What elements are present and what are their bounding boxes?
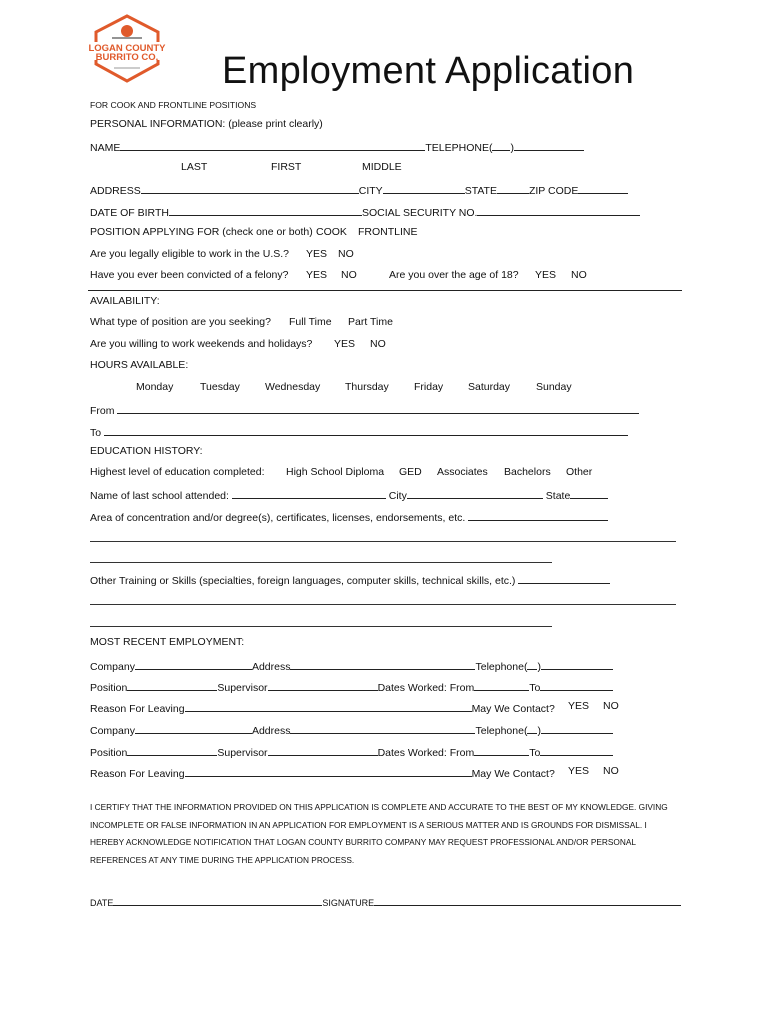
date-input[interactable] <box>113 894 322 906</box>
school-row <box>90 487 608 502</box>
ssn-label: SOCIAL SECURITY NO. <box>361 207 478 219</box>
employment-heading: MOST RECENT EMPLOYMENT: <box>90 636 245 648</box>
employer-telephone-label: Telephone( <box>475 661 528 673</box>
telephone-close-1: ) <box>537 661 541 673</box>
ssn-input[interactable] <box>477 204 640 216</box>
middle-label: MIDDLE <box>362 161 402 173</box>
position-label: Position <box>90 682 128 694</box>
company-row-2 <box>90 722 613 737</box>
dates-from-input-1[interactable] <box>474 679 529 691</box>
contact-yes-2[interactable]: YES <box>568 765 590 777</box>
company-logo <box>88 14 166 84</box>
edu-other[interactable]: Other <box>566 466 593 478</box>
contact-question: May We Contact? <box>471 703 555 715</box>
school-state-input[interactable] <box>570 487 608 499</box>
frontline-option[interactable]: FRONTLINE <box>358 226 418 238</box>
supervisor-label: Supervisor <box>217 747 268 759</box>
employer-area-code-2[interactable] <box>527 722 537 734</box>
telephone-label: TELEPHONE( <box>425 142 493 154</box>
employer-telephone-label: Telephone( <box>475 725 528 737</box>
edu-high-school[interactable]: High School Diploma <box>286 466 385 478</box>
eligible-no[interactable]: NO <box>338 248 354 260</box>
school-input[interactable] <box>232 487 386 499</box>
zip-label: ZIP CODE <box>528 185 579 197</box>
reason-row-2 <box>90 765 555 780</box>
day-tuesday: Tuesday <box>200 381 240 393</box>
felony-question: Have you ever been convicted of a felony? <box>90 269 289 281</box>
position-input-2[interactable] <box>127 744 217 756</box>
area-line-1[interactable] <box>90 541 676 542</box>
area-row <box>90 509 608 524</box>
weekends-question: Are you willing to work weekends and holidays? <box>90 338 313 350</box>
full-time-option[interactable]: Full Time <box>289 316 332 328</box>
day-sunday: Sunday <box>536 381 572 393</box>
employer-telephone-input-2[interactable] <box>541 722 613 734</box>
logo-line2: BURRITO CO. <box>95 52 159 63</box>
address-label: ADDRESS <box>90 185 141 197</box>
sun-over-water-icon <box>88 14 166 84</box>
position-type-question: What type of position are you seeking? <box>90 316 271 328</box>
day-monday: Monday <box>136 381 174 393</box>
employer-area-code-1[interactable] <box>527 658 537 670</box>
reason-row-1 <box>90 700 555 715</box>
page-title: Employment Application <box>222 50 635 92</box>
telephone-input[interactable] <box>514 139 584 151</box>
reason-input-1[interactable] <box>185 700 472 712</box>
training-input[interactable] <box>518 572 610 584</box>
to-row <box>90 424 628 439</box>
age-question: Are you over the age of 18? <box>389 269 519 281</box>
company-label: Company <box>90 661 135 673</box>
training-row <box>90 572 610 587</box>
hours-heading: HOURS AVAILABLE: <box>90 359 189 371</box>
name-input[interactable] <box>120 139 425 151</box>
part-time-option[interactable]: Part Time <box>348 316 393 328</box>
dates-to-input-1[interactable] <box>540 679 613 691</box>
school-label: Name of last school attended: <box>90 490 229 502</box>
date-label: DATE <box>90 898 114 908</box>
company-input-2[interactable] <box>135 722 252 734</box>
dates-label: Dates Worked: From <box>377 747 475 759</box>
dob-input[interactable] <box>169 204 362 216</box>
state-label: STATE <box>464 185 497 197</box>
supervisor-label: Supervisor <box>217 682 268 694</box>
supervisor-input-1[interactable] <box>268 679 378 691</box>
weekends-no[interactable]: NO <box>370 338 386 350</box>
employer-address-input-1[interactable] <box>290 658 475 670</box>
contact-question: May We Contact? <box>471 768 555 780</box>
personal-heading: PERSONAL INFORMATION: (please print clearly) <box>90 118 323 130</box>
age-yes[interactable]: YES <box>535 269 557 281</box>
day-wednesday: Wednesday <box>265 381 321 393</box>
training-label: Other Training or Skills (specialties, foreign languages, computer skills, technical skills, etc.) <box>90 575 516 587</box>
dates-to-input-2[interactable] <box>540 744 613 756</box>
to-label: To <box>90 427 102 439</box>
dob-row <box>90 204 640 219</box>
name-row <box>90 139 584 154</box>
area-code-input[interactable] <box>492 139 510 151</box>
last-label: LAST <box>181 161 208 173</box>
highest-education-question: Highest level of education completed: <box>90 466 265 478</box>
logo-line1: LOGAN COUNTY <box>88 43 166 54</box>
training-line-2[interactable] <box>90 626 552 627</box>
contact-no-1[interactable]: NO <box>603 700 619 712</box>
company-row-1 <box>90 658 613 673</box>
section-divider <box>88 290 682 291</box>
area-line-2[interactable] <box>90 562 552 563</box>
felony-no[interactable]: NO <box>341 269 357 281</box>
to-hours-input[interactable] <box>104 424 628 436</box>
from-hours-input[interactable] <box>117 402 639 414</box>
from-label: From <box>90 405 115 417</box>
school-city-input[interactable] <box>407 487 543 499</box>
availability-heading: AVAILABILITY: <box>90 295 160 307</box>
first-label: FIRST <box>271 161 302 173</box>
position-label: Position <box>90 747 128 759</box>
position-input-1[interactable] <box>127 679 217 691</box>
name-label: NAME <box>90 142 121 154</box>
dates-from-input-2[interactable] <box>474 744 529 756</box>
position-row-2 <box>90 744 613 759</box>
address-label: Address <box>251 661 291 673</box>
company-label: Company <box>90 725 135 737</box>
signature-label: SIGNATURE <box>322 898 375 908</box>
date-signature-row <box>90 894 681 908</box>
edu-ged[interactable]: GED <box>399 466 422 478</box>
day-friday: Friday <box>414 381 444 393</box>
zip-input[interactable] <box>578 182 628 194</box>
school-city-label: City <box>388 490 407 502</box>
cook-option[interactable]: COOK <box>316 226 347 238</box>
employer-telephone-input-1[interactable] <box>541 658 613 670</box>
telephone-close: ) <box>510 142 514 154</box>
dates-to-label: To <box>529 682 541 694</box>
age-no[interactable]: NO <box>571 269 587 281</box>
education-heading: EDUCATION HISTORY: <box>90 445 203 457</box>
area-label: Area of concentration and/or degree(s), certificates, licenses, endorsements, etc. <box>90 512 466 524</box>
position-row-1 <box>90 679 613 694</box>
dates-label: Dates Worked: From <box>377 682 475 694</box>
weekends-yes[interactable]: YES <box>334 338 356 350</box>
employer-address-input-2[interactable] <box>290 722 475 734</box>
eligible-question: Are you legally eligible to work in the U.S.? <box>90 248 290 260</box>
reason-label: Reason For Leaving <box>90 703 185 715</box>
dob-label: DATE OF BIRTH <box>90 207 169 219</box>
training-line-1[interactable] <box>90 604 676 605</box>
city-label: CITY <box>358 185 383 197</box>
city-input[interactable] <box>383 182 465 194</box>
edu-associates[interactable]: Associates <box>437 466 488 478</box>
felony-yes[interactable]: YES <box>306 269 328 281</box>
subtitle: FOR COOK AND FRONTLINE POSITIONS <box>90 100 257 110</box>
day-thursday: Thursday <box>345 381 389 393</box>
contact-yes-1[interactable]: YES <box>568 700 590 712</box>
edu-bachelors[interactable]: Bachelors <box>504 466 551 478</box>
dates-to-label: To <box>529 747 541 759</box>
signature-input[interactable] <box>374 894 681 906</box>
state-input[interactable] <box>497 182 529 194</box>
company-input-1[interactable] <box>135 658 252 670</box>
address-label: Address <box>251 725 291 737</box>
address-row <box>90 182 628 197</box>
day-saturday: Saturday <box>468 381 511 393</box>
telephone-close-2: ) <box>537 725 541 737</box>
certification-statement: I CERTIFY THAT THE INFORMATION PROVIDED ON THIS APPLICATION IS COMPLETE AND ACCURATE TO THE BEST OF MY KNOWLEDGE. GIVING INCOMPLETE OR FALSE INFORMATION IN AN APPLICATION FOR EMPLOYMENT IS A SERIOUS MATTER AND IS GROUNDS FOR DISMISSAL. I HEREBY ACKNOWLEDGE NOTIFICATION THAT LOGAN COUNTY BURRITO COMPANY MAY REQUEST PROFESSIONAL AND/OR PERSONAL REFERENCES AT ANY TIME DURING THE APPLICATION PROCESS. <box>90 802 668 865</box>
address-input[interactable] <box>141 182 359 194</box>
supervisor-input-2[interactable] <box>268 744 378 756</box>
area-input[interactable] <box>468 509 608 521</box>
eligible-yes[interactable]: YES <box>306 248 328 260</box>
reason-label: Reason For Leaving <box>90 768 185 780</box>
from-row <box>90 402 639 417</box>
position-label: POSITION APPLYING FOR (check one or both) <box>90 226 313 238</box>
reason-input-2[interactable] <box>185 765 472 777</box>
contact-no-2[interactable]: NO <box>603 765 619 777</box>
school-state-label: State <box>545 490 571 502</box>
